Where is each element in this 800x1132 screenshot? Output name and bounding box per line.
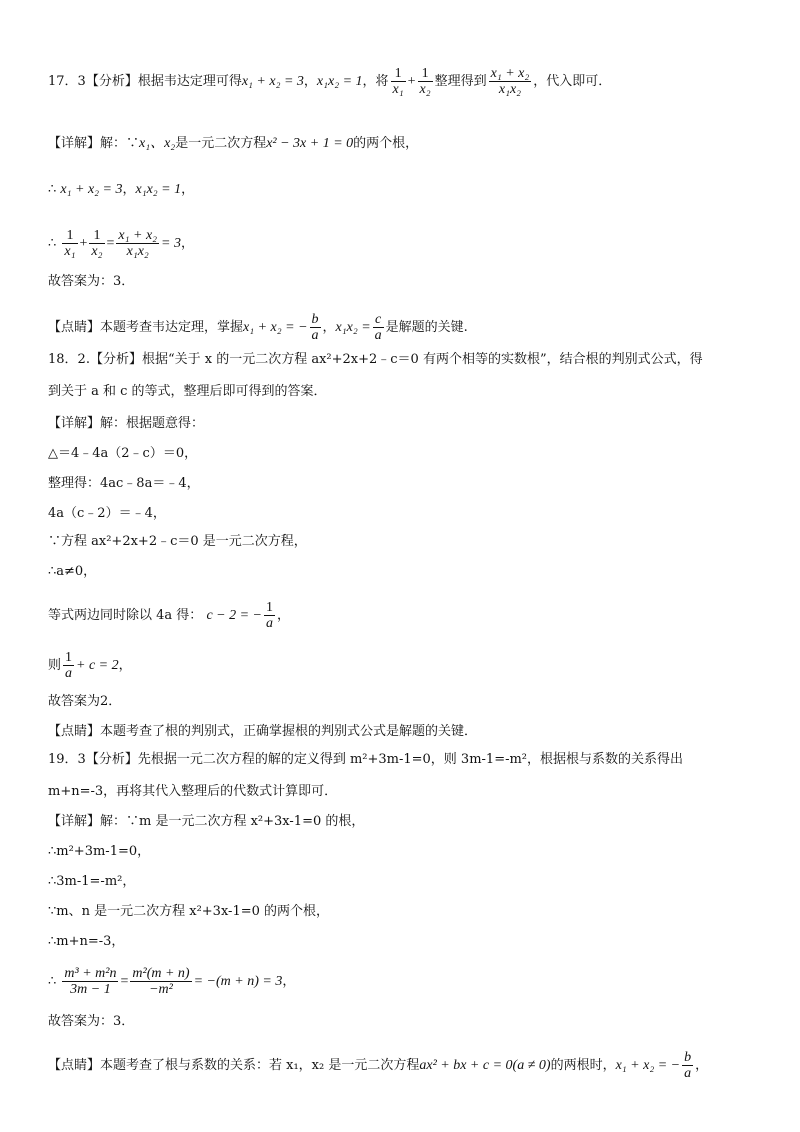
q18-step1: △＝4﹣4a（2﹣c）＝0， xyxy=(48,446,198,461)
separator: ， xyxy=(282,974,296,989)
q17-step1 xyxy=(48,180,194,200)
q17-step2-result: = 3 xyxy=(161,236,181,251)
q19-comment-equation: ax² + bx + c = 0 xyxy=(419,1058,513,1073)
q17-analysis-text: 17．3【分析】根据韦达定理可得 xyxy=(48,74,242,89)
fraction-factored: $\frac{\text{m²(m + n)}}{\text{−m²}}$ xyxy=(132,966,190,997)
q17-equation: x² − 3x + 1 = 0 xyxy=(266,136,354,151)
q17-answer: 故答案为：3． xyxy=(48,274,135,289)
therefore-symbol: ∴ xyxy=(48,182,57,197)
separator: ， xyxy=(118,658,132,673)
fraction-cubic-over-linear: $\frac{\text{m³ + m²n}}{3m - 1}$ xyxy=(64,966,117,997)
q19-detail: 【详解】解：∵m 是一元二次方程 x²+3x-1=0 的根， xyxy=(48,814,365,829)
q19-step3: ∵m、n 是一元二次方程 x²+3x-1=0 的两个根， xyxy=(48,904,330,919)
q17-detail-line xyxy=(48,134,418,154)
fraction-1-over-x2: $\frac{1}{\text{x₂}}$ xyxy=(419,66,431,97)
q17-analysis-end: ，代入即可． xyxy=(533,74,612,89)
q17-comment-end: 是解题的关键. xyxy=(385,320,468,335)
q17-step1-product: x₁x₂ = 1 xyxy=(135,182,182,197)
q19-analysis-line-2: m+n=-3，再将其代入整理后的代数式计算即可． xyxy=(48,784,338,799)
q18-step6-text: 等式两边同时除以 4a 得： xyxy=(48,608,203,623)
fraction-b-over-a: $\frac{b}{a}$ xyxy=(311,312,319,343)
q19-comment-sum: x₁ + x₂ = − xyxy=(615,1058,681,1073)
q17-comment-product: x₁x₂ = xyxy=(335,320,371,335)
separator: ， xyxy=(277,608,291,623)
fraction-b-over-a: $\frac{b}{a}$ xyxy=(684,1050,692,1081)
q18-analysis-line-1: 18．2.【分析】根据“关于 x 的一元二次方程 ax²+2x+2﹣c＝0 有两个相等的实数根”，结合根的判别式公式，得 xyxy=(48,352,703,367)
q19-comment-text-2: 的两根时， xyxy=(550,1058,616,1073)
q17-detail-end: 的两个根， xyxy=(353,136,419,151)
q17-analysis-line: 17．3【分析】根据韦达定理可得x₁ + x₂ = 3，x₁x₂ = 1，将 $\frac{1}{\text{x₁}}$ + $\frac{1}{\text{x₂}}$ 整理得到 $\frac{\text{x₁ + x₂}}{\text{x₁x₂}}$ ，代入即可． xyxy=(48,66,612,97)
separator: ， xyxy=(322,320,336,335)
fraction-sum-over-product: $\frac{\text{x₁ + x₂}}{\text{x₁x₂}}$ xyxy=(490,66,530,97)
q18-step6-equation: c − 2 = − xyxy=(206,608,262,623)
q18-step4: ∵方程 ax²+2x+2﹣c＝0 是一元二次方程， xyxy=(48,534,307,549)
q18-step7 xyxy=(48,650,132,681)
q19-step5 xyxy=(48,966,295,997)
q18-analysis-line-2: 到关于 a 和 c 的等式，整理后即可得到的答案． xyxy=(48,384,327,399)
q18-step5: ∴a≠0， xyxy=(48,564,97,579)
q17-comment-text: 【点睛】本题考查韦达定理，掌握 xyxy=(48,320,244,335)
q18-answer: 故答案为2． xyxy=(48,694,122,709)
q19-step4: ∴m+n=-3， xyxy=(48,934,125,949)
separator: ， xyxy=(122,182,136,197)
q19-comment-line xyxy=(48,1050,708,1081)
fraction-1-over-a: $\frac{1}{a}$ xyxy=(266,600,273,631)
therefore-symbol: ∴ xyxy=(48,974,57,989)
q19-answer: 故答案为：3． xyxy=(48,1014,135,1029)
q18-comment: 【点睛】本题考查了根的判别式，正确掌握根的判别式公式是解题的关键． xyxy=(48,724,478,739)
fraction-1-over-x1: $\frac{1}{\text{x₁}}$ xyxy=(392,66,404,97)
q19-analysis-line-1: 19．3【分析】先根据一元二次方程的解的定义得到 m²+3m-1=0，则 3m-1=-m²，根据根与系数的关系得出 xyxy=(48,752,684,767)
equals-sign: = xyxy=(120,974,129,989)
q17-detail-text-2: 是一元二次方程 xyxy=(175,136,267,151)
fraction-1-over-a: $\frac{1}{a}$ xyxy=(65,650,73,681)
fraction-c-over-a: $\frac{c}{a}$ xyxy=(374,312,382,343)
q19-step5-result: = −(m + n) = 3 xyxy=(193,974,283,989)
separator: ， xyxy=(303,74,317,89)
q17-analysis-text-2: ，将 xyxy=(362,74,389,89)
q19-step2: ∴3m-1=-m²， xyxy=(48,874,136,889)
q18-step2: 整理得：4ac﹣8a＝﹣4， xyxy=(48,476,200,491)
q18-step6 xyxy=(48,600,290,631)
q17-roots: x₁、x₂ xyxy=(139,136,176,151)
q17-step1-sum: x₁ + x₂ = 3 xyxy=(60,182,123,197)
fraction-1-over-x2: $\frac{1}{\text{x₂}}$ xyxy=(91,228,103,259)
separator: ， xyxy=(180,236,194,251)
q17-sum-equation: x₁ + x₂ = 3 xyxy=(241,74,304,89)
q17-step2: ∴ $\frac{1}{\text{x₁}}$ + $\frac{1}{\text{x₂}}$ = $\frac{\text{x₁ + x₂}}{\text{x₁x₂}}$ = 3， xyxy=(48,228,194,259)
q17-comment-sum: x₁ + x₂ = − xyxy=(243,320,308,335)
q17-comment-line xyxy=(48,312,468,343)
q17-detail-text: 【详解】解：∵ xyxy=(48,136,140,151)
q19-comment-condition: (a ≠ 0) xyxy=(512,1058,551,1073)
q19-step1: ∴m²+3m-1=0， xyxy=(48,844,151,859)
q18-step3: 4a（c﹣2）＝﹣4， xyxy=(48,506,166,521)
q19-comment-text: 【点睛】本题考查了根与系数的关系：若 x₁，x₂ 是一元二次方程 xyxy=(48,1058,420,1073)
separator: ， xyxy=(181,182,195,197)
therefore-symbol: ∴ xyxy=(48,236,57,251)
fraction-sum-over-product: $\frac{\text{x₁ + x₂}}{\text{x₁x₂}}$ xyxy=(118,228,158,259)
q18-step7-text: 则 xyxy=(48,658,62,673)
q17-analysis-text-3: 整理得到 xyxy=(434,74,487,89)
q18-detail: 【详解】解：根据题意得： xyxy=(48,416,205,431)
fraction-1-over-x1: $\frac{1}{\text{x₁}}$ xyxy=(64,228,76,259)
separator: ， xyxy=(695,1058,709,1073)
q17-product-equation: x₁x₂ = 1 xyxy=(316,74,363,89)
q18-step7-equation: + c = 2 xyxy=(76,658,119,673)
